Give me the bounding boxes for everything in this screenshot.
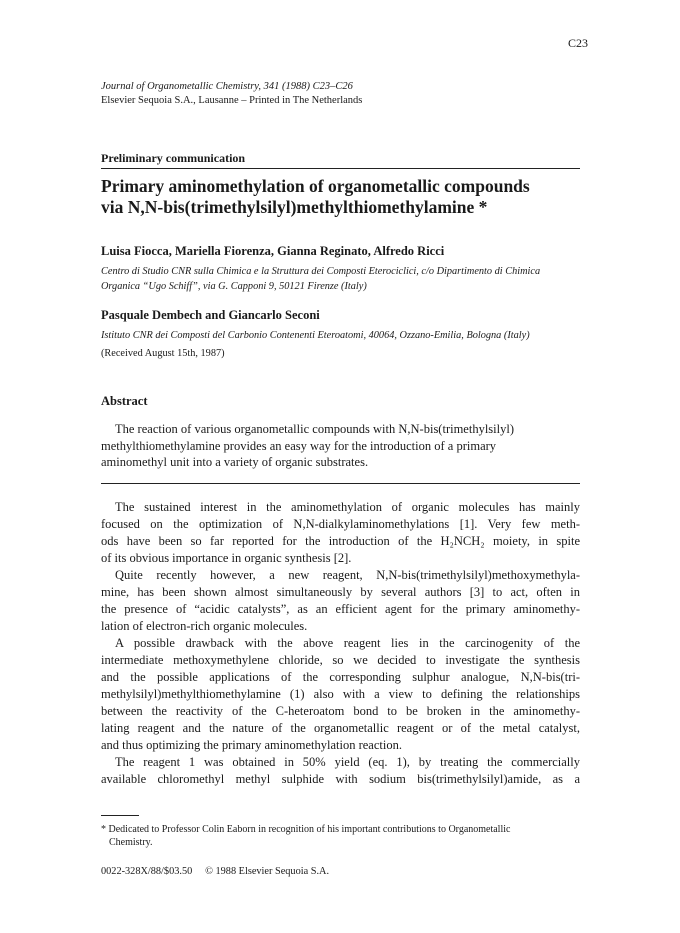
body-line: between the reactivity of the C-heteroatom bond to be broken in the aminomethy-	[101, 704, 580, 718]
body-line: The sustained interest in the aminomethylation of organic molecules has mainly	[115, 500, 580, 514]
section-type: Preliminary communication	[101, 151, 246, 165]
abstract-line: aminomethyl unit into a variety of organic substrates.	[101, 455, 369, 469]
body-line: and the possible applications of the corresponding sulphur analogue, N,N-bis(tri-	[101, 670, 580, 684]
body-line: lating reagent and the nature of the organometallic reagent or of the metal catalyst,	[101, 721, 580, 735]
body-line: Quite recently however, a new reagent, N,N-bis(trimethylsilyl)methoxymethyla-	[115, 568, 580, 582]
article-title	[101, 176, 581, 218]
journal-citation: Journal of Organometallic Chemistry, 341 (1988) C23–C26	[101, 81, 353, 92]
body-line: A possible drawback with the above reagent lies in the carcinogenity of the	[115, 636, 580, 650]
authors-group-1: Luisa Fiocca, Mariella Fiorenza, Gianna Reginato, Alfredo Ricci	[101, 244, 445, 258]
abstract-line: methylthiomethylamine provides an easy way for the introduction of a primary	[101, 438, 497, 453]
journal-info	[101, 80, 362, 108]
body-line: ods have been so far reported for the introduction of the H₂NCH₂ moiety, in spite	[101, 534, 580, 548]
body-line: and thus optimizing the primary aminomethylation reaction.	[101, 738, 402, 752]
affiliation-1	[101, 264, 581, 294]
body-line: methylsilyl)methylthiomethylamine (1) also with a view to defining the relationships	[101, 687, 580, 701]
abstract-heading: Abstract	[101, 394, 148, 408]
footnote	[101, 823, 580, 849]
footnote-line-1: * Dedicated to Professor Colin Eaborn in recognition of his important contributions to Organometallic	[101, 824, 511, 835]
page-number: C23	[567, 36, 588, 50]
body-line: lation of electron-rich organic molecules.	[101, 619, 308, 633]
affiliation-1-line-1: Centro di Studio CNR sulla Chimica e la Struttura dei Composti Eterociclici, c/o Dipartimento di Chimica	[101, 266, 541, 277]
imprint-line: 0022-328X/88/$03.50 © 1988 Elsevier Sequoia S.A.	[101, 866, 330, 877]
body-line: The reagent 1 was obtained in 50% yield (eq. 1), by treating the commercially	[115, 755, 580, 769]
abstract-line: The reaction of various organometallic compounds with N,N-bis(trimethylsilyl)	[115, 422, 514, 436]
affiliation-1-line-2: Organica “Ugo Schiff”, via G. Capponi 9, 50121 Firenze (Italy)	[101, 281, 367, 292]
received-date: (Received August 15th, 1987)	[101, 348, 225, 359]
body-line: mine, has been shown almost simultaneously by several authors [3] to act, often in	[101, 585, 580, 599]
abstract-text	[101, 421, 580, 471]
body-line: of its obvious importance in organic synthesis [2].	[101, 551, 352, 565]
body-line: the presence of “acidic catalysts”, as an efficient agent for the primary aminomethy-	[101, 602, 580, 616]
footnote-line-2: Chemistry.	[109, 837, 153, 848]
authors-group-2: Pasquale Dembech and Giancarlo Seconi	[101, 308, 320, 322]
abstract-rule	[101, 483, 580, 484]
title-line-2: via N,N-bis(trimethylsilyl)methylthiomethylamine *	[101, 197, 488, 217]
title-line-1: Primary aminomethylation of organometallic compounds	[101, 176, 530, 196]
body-line: intermediate methoxymethylene chloride, so we decided to investigate the synthesis	[101, 653, 580, 667]
body-line: available chloromethyl methyl sulphide with sodium bis(trimethylsilyl)amide, as a	[101, 772, 580, 786]
affiliation-2: Istituto CNR dei Composti del Carbonio Contenenti Eteroatomi, 40064, Ozzano-Emilia, Bologna (Italy)	[101, 330, 530, 341]
publisher-line: Elsevier Sequoia S.A., Lausanne – Printed in The Netherlands	[101, 95, 363, 106]
section-rule	[101, 168, 580, 169]
body-text	[101, 499, 580, 788]
body-line: focused on the optimization of N,N-dialkylaminomethylations [1]. Very few meth-	[101, 517, 580, 531]
footnote-rule	[101, 815, 139, 816]
